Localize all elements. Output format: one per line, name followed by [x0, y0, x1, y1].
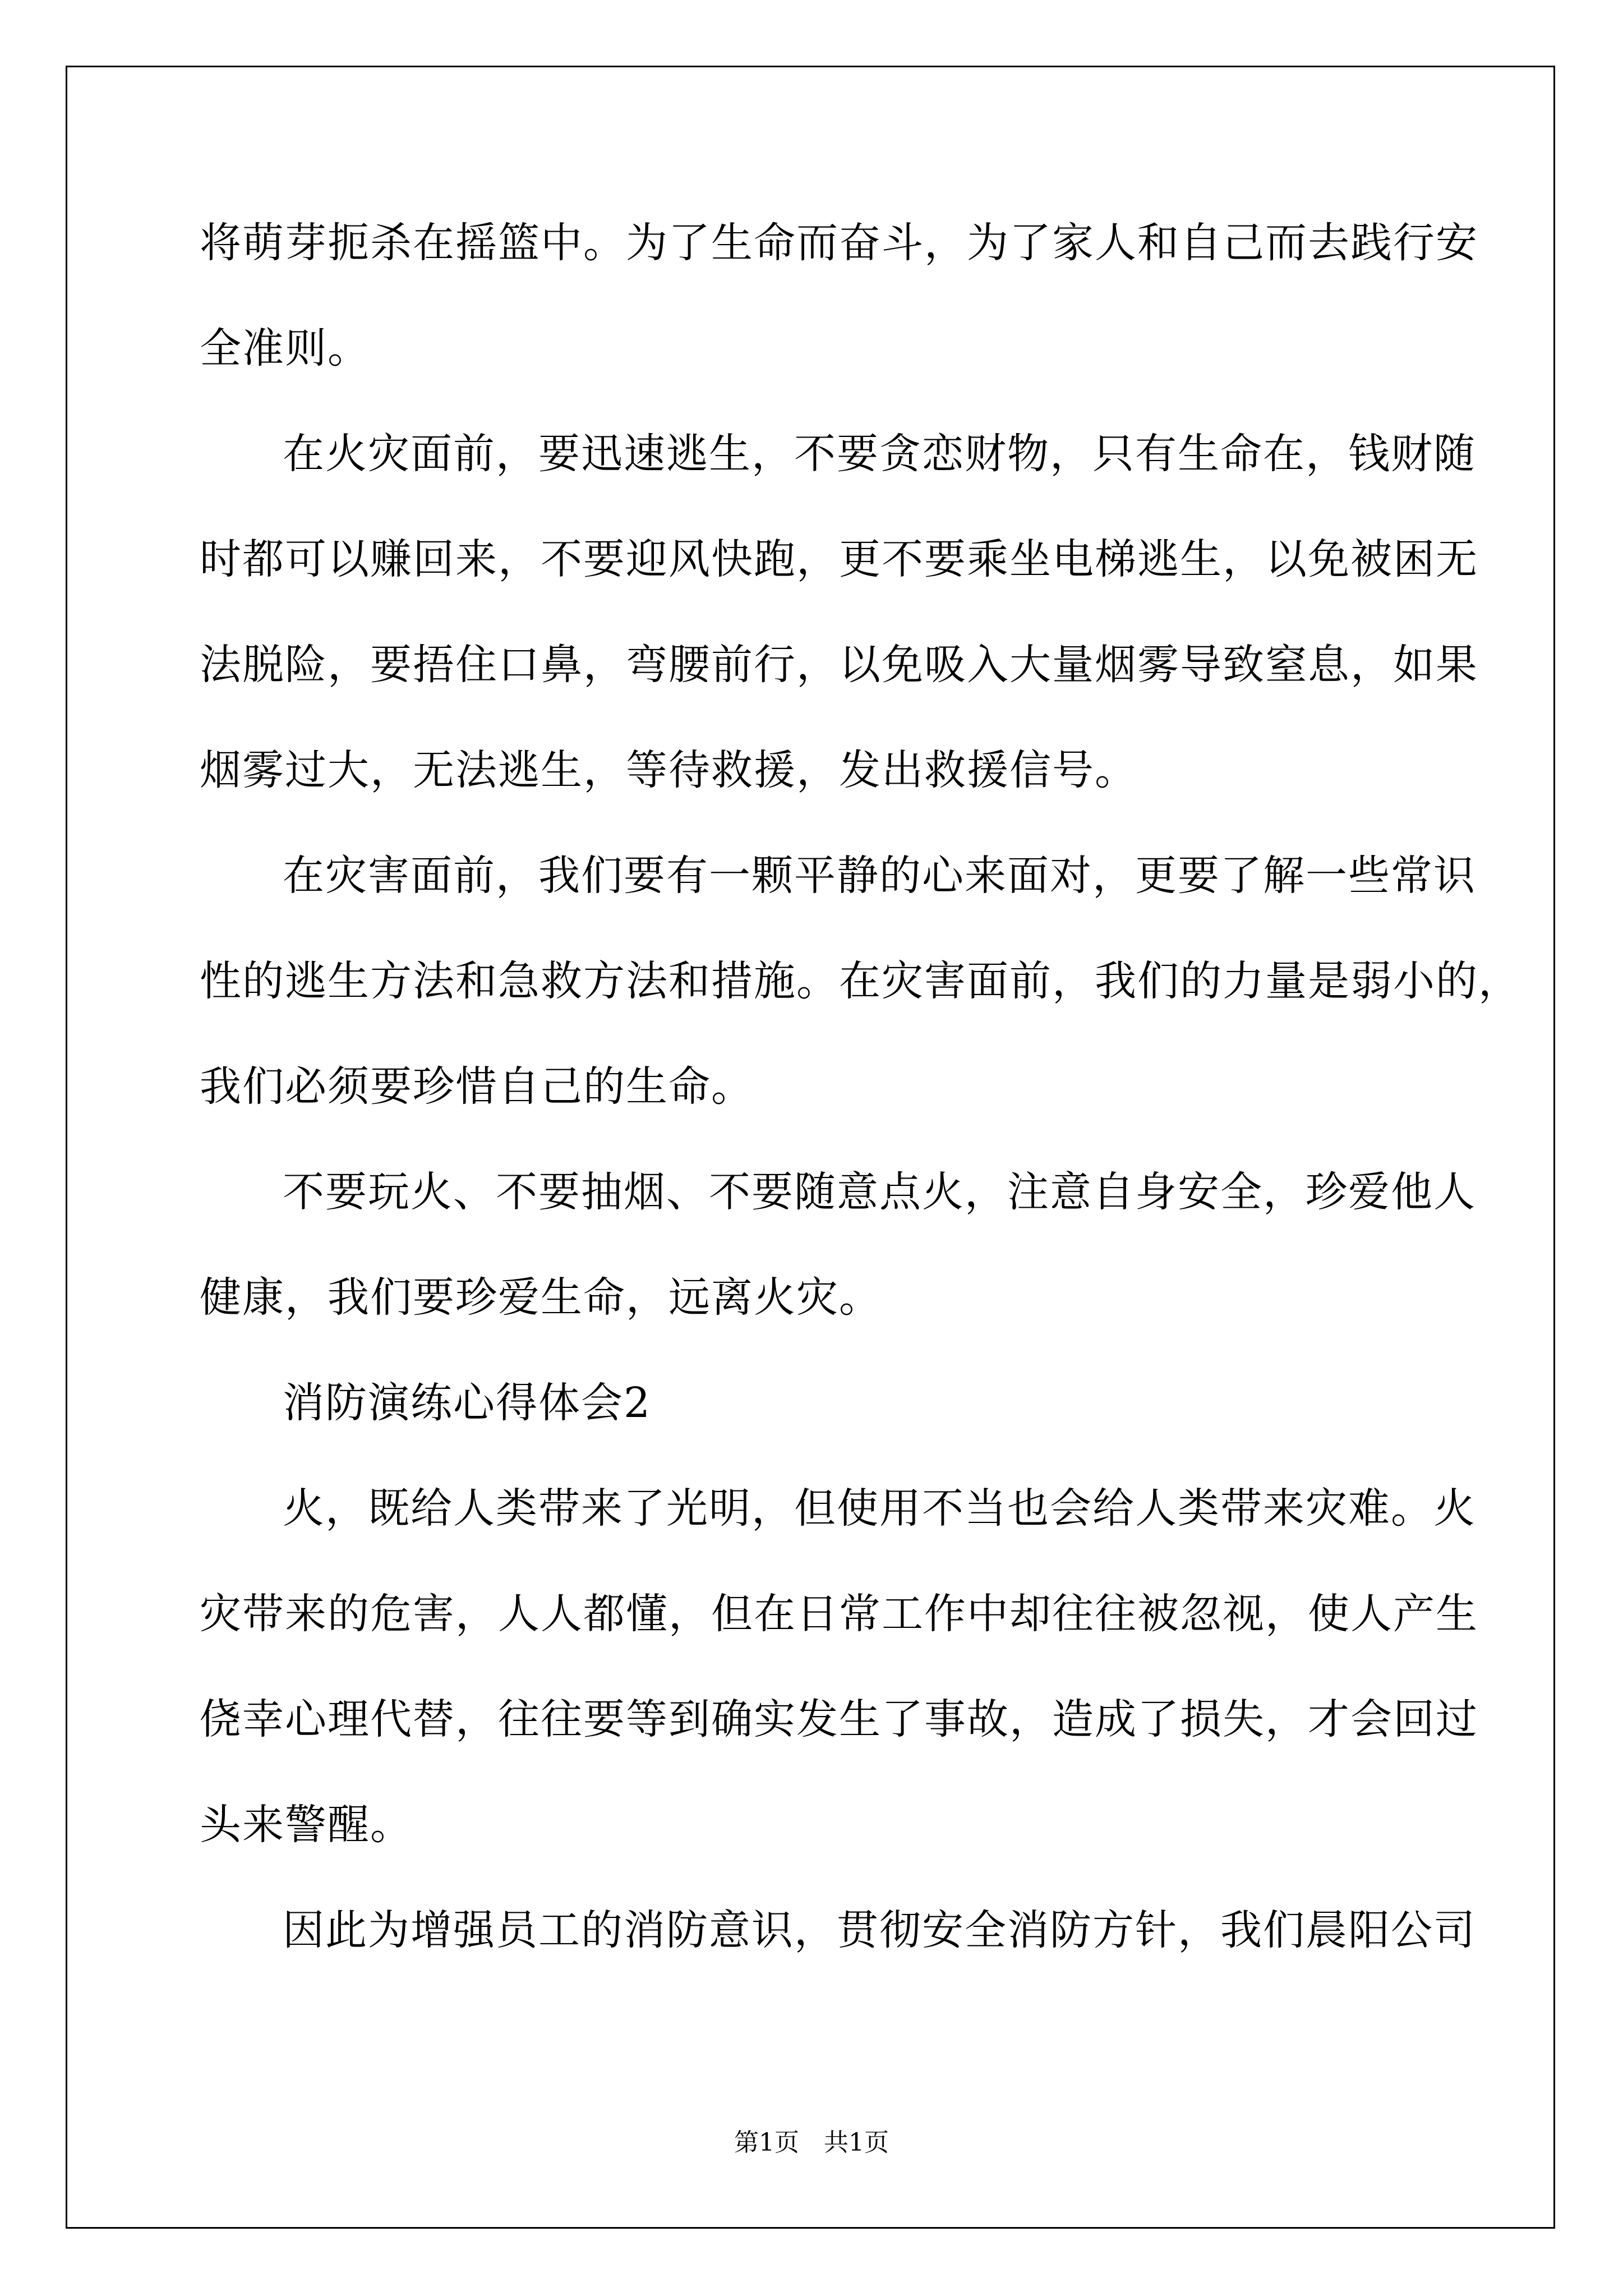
text-line: 健康，我们要珍爱生命，远离火灾。: [200, 1273, 882, 1322]
text-line: 法脱险，要捂住口鼻，弯腰前行，以免吸入大量烟雾导致窒息，如果: [200, 641, 1478, 689]
text-line: 头来警醒。: [200, 1801, 413, 1849]
section-heading: 消防演练心得体会2: [283, 1379, 652, 1427]
paragraph-start: 火，既给人类带来了光明，但使用不当也会给人类带来灾难。火: [283, 1484, 1476, 1533]
paragraph-start: 在灾害面前，我们要有一颗平静的心来面对，更要了解一些常识: [283, 852, 1476, 900]
text-line: 时都可以赚回来，不要迎风快跑，更不要乘坐电梯逃生，以免被困无: [200, 535, 1478, 583]
text-line: 将萌芽扼杀在摇篮中。为了生命而奋斗，为了家人和自己而去践行安: [200, 219, 1478, 267]
paragraph-start: 在火灾面前，要迅速逃生，不要贪恋财物，只有生命在，钱财随: [283, 430, 1476, 478]
paragraph-start: 不要玩火、不要抽烟、不要随意点火，注意自身安全，珍爱他人: [283, 1168, 1476, 1216]
text-line: 侥幸心理代替，往往要等到确实发生了事故，造成了损失，才会回过: [200, 1695, 1478, 1743]
text-line: 灾带来的危害，人人都懂，但在日常工作中却往往被忽视，使人产生: [200, 1590, 1478, 1638]
page-border: [66, 66, 1555, 2229]
text-line: 烟雾过大，无法逃生，等待救援，发出救援信号。: [200, 746, 1137, 794]
text-line: 全准则。: [200, 324, 370, 372]
text-line: 性的逃生方法和急救方法和措施。在灾害面前，我们的力量是弱小的，: [200, 957, 1521, 1005]
text-line: 我们必须要珍惜自己的生命。: [200, 1062, 754, 1111]
page-number: 第1页 共1页: [734, 2128, 889, 2157]
paragraph-start: 因此为增强员工的消防意识，贯彻安全消防方针，我们晨阳公司: [283, 1906, 1476, 1954]
